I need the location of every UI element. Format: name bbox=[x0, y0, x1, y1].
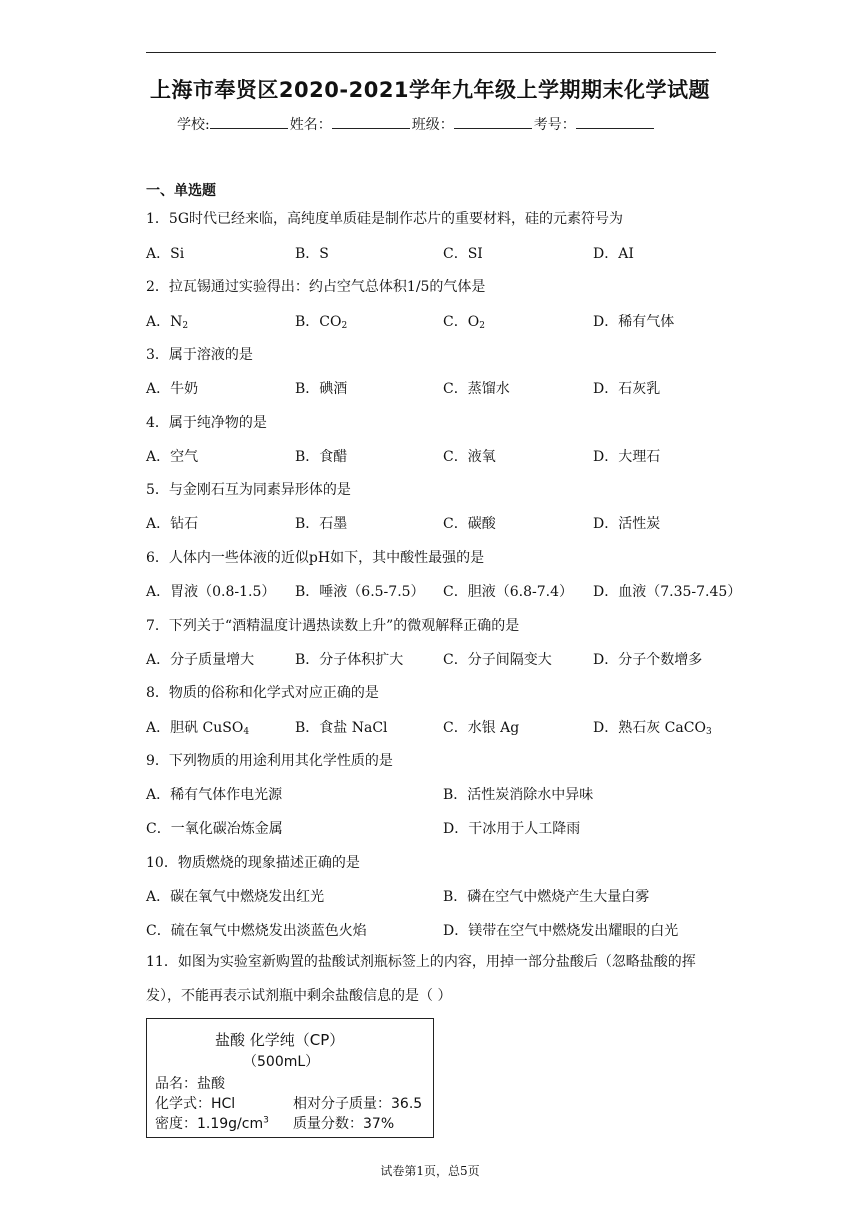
option-d bbox=[593, 717, 712, 737]
label-mass-fraction: 质量分数：37% bbox=[293, 1116, 395, 1132]
option-d: D．分子个数增多 bbox=[593, 652, 703, 668]
option-text: D．熟石灰 CaCO bbox=[593, 720, 706, 736]
option-d: D．石灰乳 bbox=[593, 381, 661, 397]
question-stem: 7．下列关于“酒精温度计遇热读数上升”的微观解释正确的是 bbox=[146, 618, 520, 634]
option-c: C．胆液（6.8-7.4） bbox=[443, 584, 573, 600]
option-a bbox=[146, 311, 188, 331]
page-title: 上海市奉贤区2020-2021学年九年级上学期期末化学试题 bbox=[149, 78, 711, 102]
question-stem: 9．下列物质的用途利用其化学性质的是 bbox=[146, 753, 393, 769]
question-stem: 1．5G时代已经来临，高纯度单质硅是制作芯片的重要材料，硅的元素符号为 bbox=[146, 211, 623, 227]
option-b: B．碘酒 bbox=[295, 381, 348, 397]
label-formula: 化学式：HCl bbox=[155, 1096, 236, 1112]
option-c: C．蒸馏水 bbox=[443, 381, 510, 397]
student-info-line bbox=[177, 114, 656, 134]
option-b: B．磷在空气中燃烧产生大量白雾 bbox=[443, 889, 650, 905]
option-d: D．大理石 bbox=[593, 449, 661, 465]
class-label: 班级： bbox=[411, 117, 454, 133]
number-label: 考号： bbox=[533, 117, 576, 133]
question-stem: 11．如图为实验室新购置的盐酸试剂瓶标签上的内容，用掉一部分盐酸后（忽略盐酸的挥发），不能再表示试剂瓶中剩余盐酸信息的是（ ） bbox=[146, 954, 696, 1004]
option-d: D．干冰用于人工降雨 bbox=[443, 821, 581, 837]
option-b: B．S bbox=[295, 246, 329, 262]
option-text: A．胆矾 CuSO bbox=[146, 720, 244, 736]
option-a: A．稀有气体作电光源 bbox=[146, 787, 283, 803]
subscript: 4 bbox=[243, 727, 250, 737]
option-d: D．活性炭 bbox=[593, 516, 661, 532]
option-a bbox=[146, 717, 249, 737]
school-label: 学校: bbox=[177, 117, 210, 133]
density-superscript: 3 bbox=[263, 1115, 269, 1126]
option-a: A．分子质量增大 bbox=[146, 652, 255, 668]
reagent-label-figure bbox=[146, 1018, 434, 1138]
option-b: B．唾液（6.5-7.5） bbox=[295, 584, 425, 600]
option-c: C．一氧化碳冶炼金属 bbox=[146, 821, 283, 837]
option-a: A．空气 bbox=[146, 449, 199, 465]
question-stem: 4．属于纯净物的是 bbox=[146, 415, 267, 431]
label-product-name: 品名：盐酸 bbox=[155, 1076, 225, 1092]
option-d: D．稀有气体 bbox=[593, 314, 675, 330]
option-c: C．液氧 bbox=[443, 449, 496, 465]
question-stem: 8．物质的俗称和化学式对应正确的是 bbox=[146, 685, 379, 701]
number-blank bbox=[576, 115, 654, 129]
subscript: 2 bbox=[479, 321, 485, 331]
option-c: C．SI bbox=[443, 246, 483, 262]
subscript: 2 bbox=[341, 321, 348, 331]
option-a: A．钻石 bbox=[146, 516, 199, 532]
option-text: B．CO bbox=[295, 314, 342, 330]
question-stem: 3．属于溶液的是 bbox=[146, 347, 253, 363]
option-text: A．N bbox=[146, 314, 183, 330]
option-b: B．活性炭消除水中异味 bbox=[443, 787, 594, 803]
label-molar-mass: 相对分子质量：36.5 bbox=[293, 1096, 423, 1112]
option-a: A．Si bbox=[146, 246, 185, 262]
option-a: A．碳在氧气中燃烧发出红光 bbox=[146, 889, 325, 905]
option-d: D．AI bbox=[593, 246, 634, 262]
name-label: 姓名： bbox=[289, 117, 332, 133]
option-b: B．食盐 NaCl bbox=[295, 720, 388, 736]
page-footer: 试卷第1页，总5页 bbox=[380, 1164, 480, 1178]
top-rule bbox=[146, 52, 716, 53]
density-text: 密度：1.19g/cm bbox=[155, 1116, 264, 1132]
option-c: C．碳酸 bbox=[443, 516, 496, 532]
option-b: B．食醋 bbox=[295, 449, 348, 465]
section-heading: 一、单选题 bbox=[146, 183, 216, 199]
option-b: B．石墨 bbox=[295, 516, 348, 532]
option-d: D．血液（7.35-7.45） bbox=[593, 584, 742, 600]
question-stem: 6．人体内一些体液的近似pH如下，其中酸性最强的是 bbox=[146, 550, 485, 566]
option-a: A．牛奶 bbox=[146, 381, 199, 397]
option-text: C．O bbox=[443, 314, 480, 330]
option-a: A．胃液（0.8-1.5） bbox=[146, 584, 276, 600]
name-blank bbox=[332, 115, 410, 129]
subscript: 2 bbox=[182, 321, 189, 331]
option-d: D．镁带在空气中燃烧发出耀眼的白光 bbox=[443, 923, 679, 939]
option-b: B．分子体积扩大 bbox=[295, 652, 404, 668]
label-density bbox=[155, 1113, 269, 1133]
question-stem: 10．物质燃烧的现象描述正确的是 bbox=[146, 855, 360, 871]
option-b bbox=[295, 311, 347, 331]
label-volume: （500mL） bbox=[243, 1054, 320, 1070]
label-title: 盐酸 化学纯（CP） bbox=[215, 1031, 345, 1049]
option-c: C．分子间隔变大 bbox=[443, 652, 552, 668]
question-stem: 2．拉瓦锡通过实验得出：约占空气总体积1/5的气体是 bbox=[146, 279, 486, 295]
class-blank bbox=[454, 115, 532, 129]
question-stem: 5．与金刚石互为同素异形体的是 bbox=[146, 482, 351, 498]
option-c bbox=[443, 311, 485, 331]
option-c: C．水银 Ag bbox=[443, 720, 520, 736]
subscript: 3 bbox=[705, 727, 712, 737]
option-c: C．硫在氧气中燃烧发出淡蓝色火焰 bbox=[146, 923, 367, 939]
school-blank bbox=[210, 115, 288, 129]
